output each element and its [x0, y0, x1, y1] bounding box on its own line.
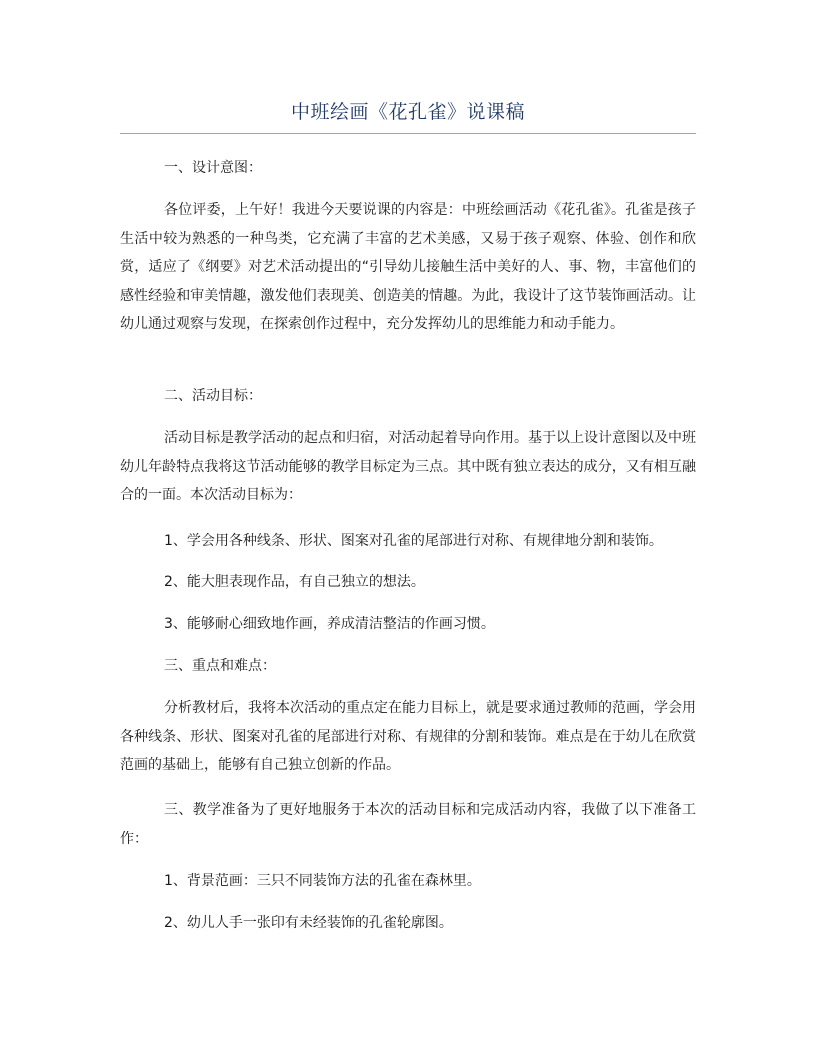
paragraph-goals: 活动目标是教学活动的起点和归宿，对活动起着导向作用。基于以上设计意图以及中班幼儿年龄特点我将这节活动能够的教学目标定为三点。其中既有独立表达的成分，又有相互融合的一面。本次活动目标为：: [120, 430, 696, 504]
paragraph-key-points: 分析教材后，我将本次活动的重点定在能力目标上，就是要求通过教师的范画，学会用各种线条、形状、图案对孔雀的尾部进行对称、有规律的分割和装饰。难点是在于幼儿在欣赏范画的基础上，能够有自己独立创新的作品。: [120, 700, 696, 774]
section-heading-design-intent: 一、设计意图：: [164, 160, 262, 176]
paragraph-preparation: 三、教学准备为了更好地服务于本次的活动目标和完成活动内容，我做了以下准备工作：: [120, 802, 696, 847]
goal-item-3: 3、能够耐心细致地作画，养成清洁整洁的作画习惯。: [164, 616, 495, 632]
preparation-item-2: 2、幼儿人手一张印有未经装饰的孔雀轮廓图。: [164, 915, 453, 931]
section-heading-key-points: 三、重点和难点：: [164, 658, 276, 674]
document-title: 中班绘画《花孔雀》说课稿: [290, 101, 525, 123]
preparation-item-1: 1、背景范画：三只不同装饰方法的孔雀在森林里。: [164, 873, 481, 889]
paragraph-design-intent: 各位评委，上午好！我进今天要说课的内容是：中班绘画活动《花孔雀》。孔雀是孩子生活中较为熟悉的一种鸟类，它充满了丰富的艺术美感，又易于孩子观察、体验、创作和欣赏，适应了《纲要》对艺术活动提出的“引导幼儿接触生活中美好的人、事、物，丰富他们的感性经验和审美情趣，激发他们表现美、创造美的情趣。为此，我设计了这节装饰画活动。让幼儿通过观察与发现，在探索创作过程中，充分发挥幼儿的思维能力和动手能力。: [120, 202, 696, 333]
title-underline: [120, 133, 696, 134]
goal-item-1: 1、学会用各种线条、形状、图案对孔雀的尾部进行对称、有规律地分割和装饰。: [164, 533, 663, 549]
section-heading-goals: 二、活动目标：: [164, 388, 262, 404]
goal-item-2: 2、能大胆表现作品，有自己独立的想法。: [164, 574, 425, 590]
